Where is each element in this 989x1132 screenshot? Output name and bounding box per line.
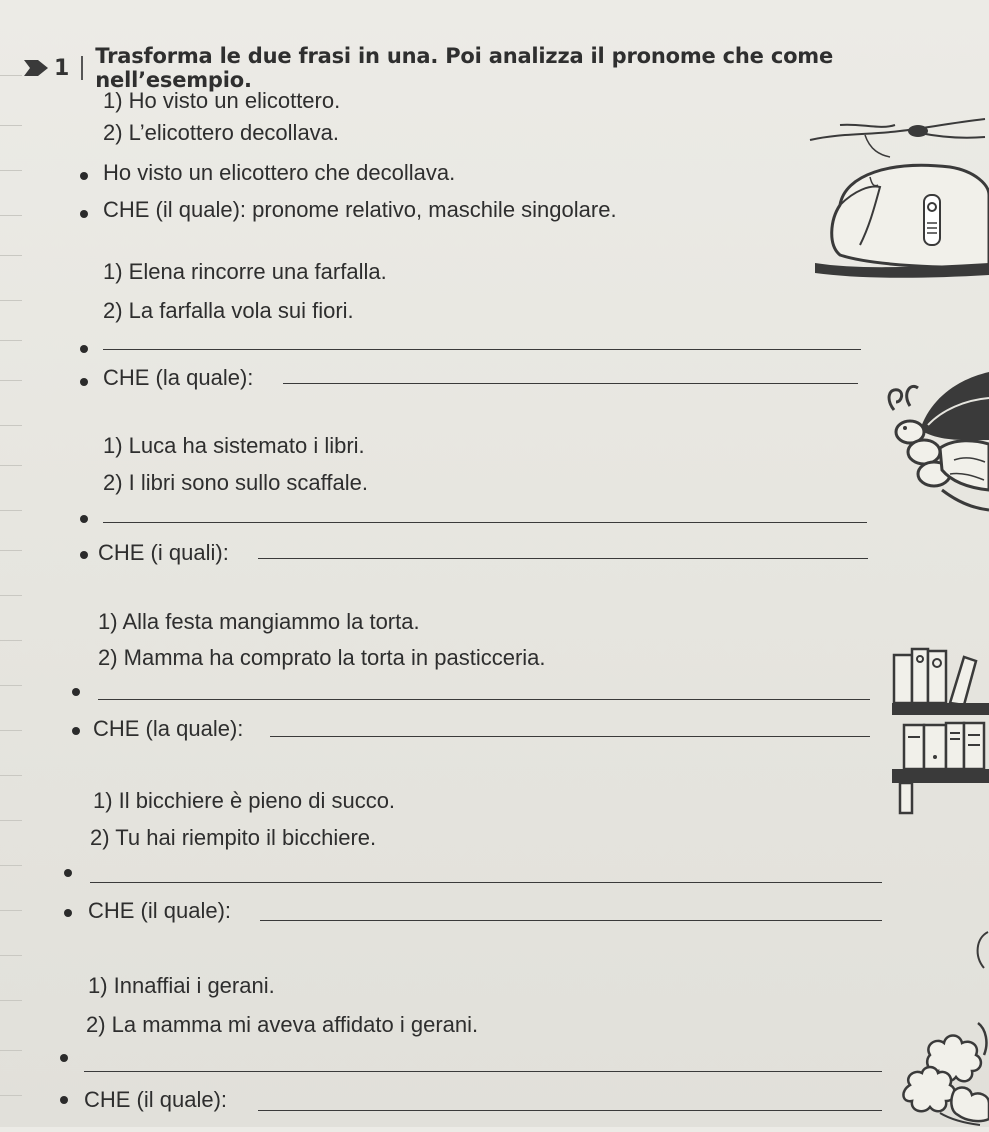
item-1-che-blank[interactable] bbox=[283, 383, 858, 384]
bookshelf-illustration-icon bbox=[892, 645, 989, 820]
arc-decoration-icon bbox=[968, 930, 989, 970]
item-3-sentence-1: 1) Alla festa mangiammo la torta. bbox=[98, 609, 420, 634]
margin-rule bbox=[0, 75, 22, 76]
bullet bbox=[64, 909, 72, 917]
exercise-number: 1 bbox=[54, 55, 70, 81]
margin-rule bbox=[0, 255, 22, 256]
margin-rule bbox=[0, 380, 22, 381]
margin-rule bbox=[0, 465, 22, 466]
item-5-che-label: CHE (il quale): bbox=[84, 1087, 228, 1112]
item-3-che-label: CHE (la quale): bbox=[93, 716, 244, 741]
item-2-answer-blank[interactable] bbox=[103, 522, 867, 523]
item-2-che-label: CHE (i quali): bbox=[98, 540, 229, 565]
margin-rule bbox=[0, 510, 22, 511]
item-5-sentence-2: 2) La mamma mi aveva affidato i gerani. bbox=[86, 1012, 479, 1037]
margin-rule bbox=[0, 1095, 22, 1096]
item-1-sentence-2: 2) La farfalla vola sui fiori. bbox=[103, 298, 354, 323]
bullet bbox=[60, 1054, 68, 1062]
item-4-che-label: CHE (il quale): bbox=[88, 898, 232, 923]
margin-rule bbox=[0, 775, 22, 776]
item-2-sentence-2: 2) I libri sono sullo scaffale. bbox=[103, 470, 368, 495]
exercise-header bbox=[22, 44, 989, 92]
bullet bbox=[80, 378, 88, 386]
bullet bbox=[64, 869, 72, 877]
bullet bbox=[72, 688, 80, 696]
margin-rule bbox=[0, 170, 22, 171]
item-4-answer-blank[interactable] bbox=[90, 882, 882, 883]
item-4-sentence-2: 2) Tu hai riempito il bicchiere. bbox=[90, 825, 377, 850]
bullet bbox=[80, 210, 88, 218]
item-1-answer-blank[interactable] bbox=[103, 349, 861, 350]
item-2-che-blank[interactable] bbox=[258, 558, 868, 559]
helicopter-illustration-icon bbox=[800, 95, 989, 285]
item-4-sentence-1: 1) Il bicchiere è pieno di succo. bbox=[93, 788, 396, 813]
item-1-che-label: CHE (la quale): bbox=[103, 365, 254, 390]
butterfly-illustration-icon bbox=[880, 370, 989, 520]
margin-rule bbox=[0, 685, 22, 686]
item-5-sentence-1: 1) Innaffiai i gerani. bbox=[88, 973, 275, 998]
example-sentence-2: 2) L’elicottero decollava. bbox=[103, 120, 340, 145]
margin-rule bbox=[0, 300, 22, 301]
bullet bbox=[80, 172, 88, 180]
margin-rule bbox=[0, 820, 22, 821]
margin-rule bbox=[0, 425, 22, 426]
margin-rule bbox=[0, 1050, 22, 1051]
bullet bbox=[80, 515, 88, 523]
margin-rule bbox=[0, 865, 22, 866]
bullet bbox=[72, 727, 80, 735]
margin-rule bbox=[0, 215, 22, 216]
example-sentence-1: 1) Ho visto un elicottero. bbox=[103, 88, 341, 113]
exercise-instruction: Trasforma le due frasi in una. Poi analizza il pronome che come nell’esempio. bbox=[95, 44, 834, 92]
exercise-marker-icon bbox=[22, 56, 50, 80]
bullet bbox=[80, 345, 88, 353]
item-4-che-blank[interactable] bbox=[260, 920, 882, 921]
geraniums-illustration-icon bbox=[900, 1015, 989, 1127]
item-3-che-blank[interactable] bbox=[270, 736, 870, 737]
margin-rule bbox=[0, 125, 22, 126]
example-combined: Ho visto un elicottero che decollava. bbox=[103, 160, 456, 185]
margin-rule bbox=[0, 910, 22, 911]
margin-rule bbox=[0, 340, 22, 341]
margin-rule bbox=[0, 1000, 22, 1001]
margin-rule bbox=[0, 730, 22, 731]
item-3-answer-blank[interactable] bbox=[98, 699, 870, 700]
item-1-sentence-1: 1) Elena rincorre una farfalla. bbox=[103, 259, 387, 284]
exercise-separator bbox=[81, 56, 83, 80]
margin-rule bbox=[0, 640, 22, 641]
item-5-answer-blank[interactable] bbox=[84, 1071, 882, 1072]
margin-rule bbox=[0, 595, 22, 596]
bullet bbox=[80, 551, 88, 559]
margin-rule bbox=[0, 550, 22, 551]
example-analysis: CHE (il quale): pronome relativo, maschile singolare. bbox=[103, 197, 617, 222]
margin-rule bbox=[0, 955, 22, 956]
item-2-sentence-1: 1) Luca ha sistemato i libri. bbox=[103, 433, 365, 458]
item-5-che-blank[interactable] bbox=[258, 1110, 882, 1111]
bullet bbox=[60, 1096, 68, 1104]
item-3-sentence-2: 2) Mamma ha comprato la torta in pasticceria. bbox=[98, 645, 546, 670]
